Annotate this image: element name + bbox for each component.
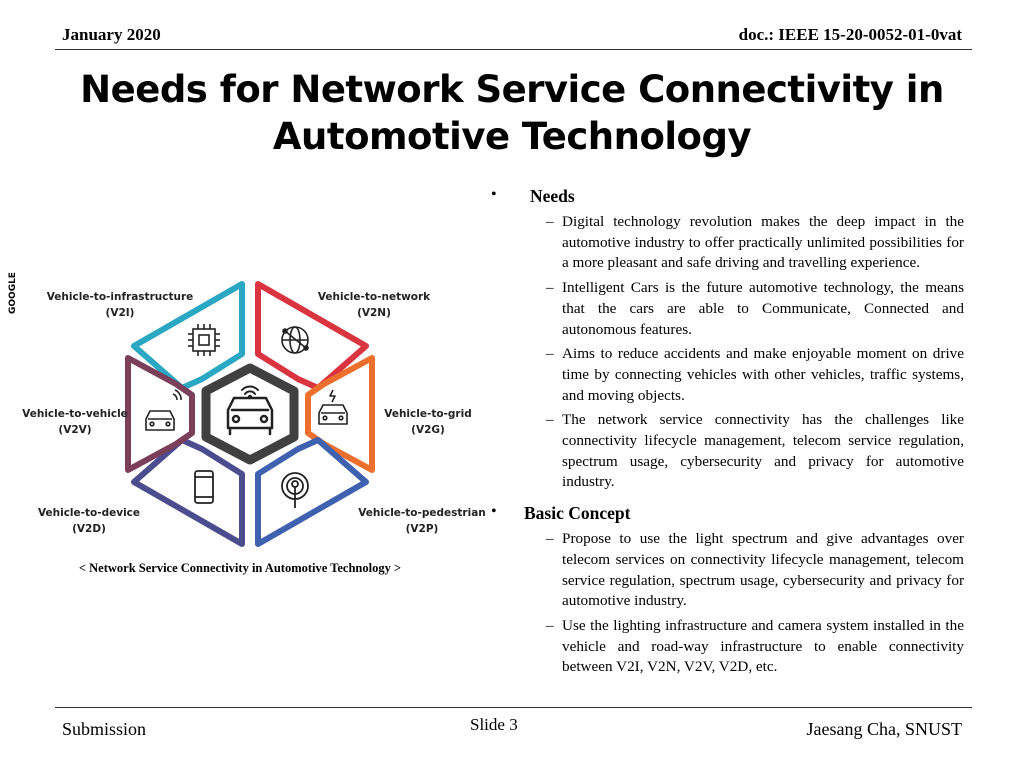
label-v2d: [4, 505, 174, 537]
needs-bullet: [488, 186, 964, 212]
bullet-content: [488, 186, 964, 682]
header-rule: [55, 49, 972, 50]
center-hexagon: [206, 368, 294, 460]
label-v2i-name: Vehicle-to-infrastructure: [46, 291, 194, 303]
dash-icon: –: [546, 530, 554, 548]
header-doc-id: doc.: IEEE 15-20-0052-01-0vat: [738, 25, 962, 44]
needs-heading: Needs: [530, 186, 575, 206]
label-v2p: [337, 505, 507, 537]
title-line-2: Automotive Technology: [272, 115, 752, 158]
google-watermark: GOOGLE: [8, 272, 18, 314]
needs-item: [488, 212, 964, 274]
dash-icon: –: [546, 345, 554, 363]
needs-item: [488, 344, 964, 406]
dash-icon: –: [546, 279, 554, 297]
basic-heading: Basic Concept: [524, 503, 631, 524]
title-line-1: Needs for Network Service Connectivity in: [80, 68, 944, 111]
label-v2p-code: (V2P): [405, 523, 439, 535]
dash-icon: –: [546, 616, 554, 634]
label-v2g-code: (V2G): [411, 424, 445, 436]
label-v2i: [35, 289, 205, 321]
slide-number: Slide 3: [470, 715, 518, 734]
dash-icon: –: [546, 411, 554, 429]
label-v2n: [289, 289, 459, 321]
needs-item-text: Aims to reduce accidents and make enjoyable moment on drive time by connecting vehicles with other vehicles, traffic systems, and moving objects.: [562, 345, 964, 404]
label-v2g-name: Vehicle-to-grid: [384, 408, 472, 420]
footer-submission: Submission: [62, 719, 147, 739]
header-date: January 2020: [62, 25, 161, 44]
label-v2v-code: (V2V): [58, 424, 92, 436]
basic-item: [488, 529, 964, 612]
label-v2d-name: Vehicle-to-device: [37, 507, 141, 519]
needs-item-text: The network service connectivity has the challenges like connectivity lifecycle management, telecom service regulation, spectrum usage, cybersecurity and privacy for automotive industry.: [562, 411, 964, 491]
footer-rule: [55, 707, 972, 708]
label-v2v: [0, 406, 160, 438]
basic-concept-section: [488, 503, 964, 678]
needs-item: [488, 410, 964, 493]
basic-bullet: [488, 503, 964, 529]
label-v2n-name: Vehicle-to-network: [317, 291, 431, 303]
basic-item: [488, 616, 964, 678]
label-v2d-code: (V2D): [72, 523, 106, 535]
needs-item-text: Digital technology revolution makes the deep impact in the automotive industry to offer practically unlimited possibilities for a more pleasant and safe driving and travelling experience.: [562, 213, 964, 272]
needs-section: [488, 186, 964, 493]
basic-item-text: Propose to use the light spectrum and give advantages over telecom services on connectivity lifecycle management, telecom service regulation, spectrum usage, cybersecurity and privacy for automotive industry.: [562, 530, 964, 610]
label-v2i-code: (V2I): [105, 307, 135, 319]
needs-item: [488, 278, 964, 340]
label-v2p-name: Vehicle-to-pedestrian: [358, 507, 486, 519]
label-v2n-code: (V2N): [357, 307, 391, 319]
dash-icon: –: [546, 213, 554, 230]
label-v2v-name: Vehicle-to-vehicle: [22, 408, 128, 420]
bullet-dot-icon: •: [491, 186, 497, 203]
slide-title: [60, 66, 964, 160]
bullet-dot-icon: •: [491, 503, 497, 521]
needs-item-text: Intelligent Cars is the future automotive technology, the means that the cars are able to Communicate, Connected and autonomous features.: [562, 279, 964, 338]
diagram-caption: < Network Service Connectivity in Automotive Technology >: [78, 561, 402, 575]
basic-item-text: Use the lighting infrastructure and camera system installed in the vehicle and road-way infrastructure to enable connectivity between V2I, V2N, V2V, V2D, etc.: [562, 616, 964, 676]
footer-author: Jaesang Cha, SNUST: [806, 719, 962, 739]
